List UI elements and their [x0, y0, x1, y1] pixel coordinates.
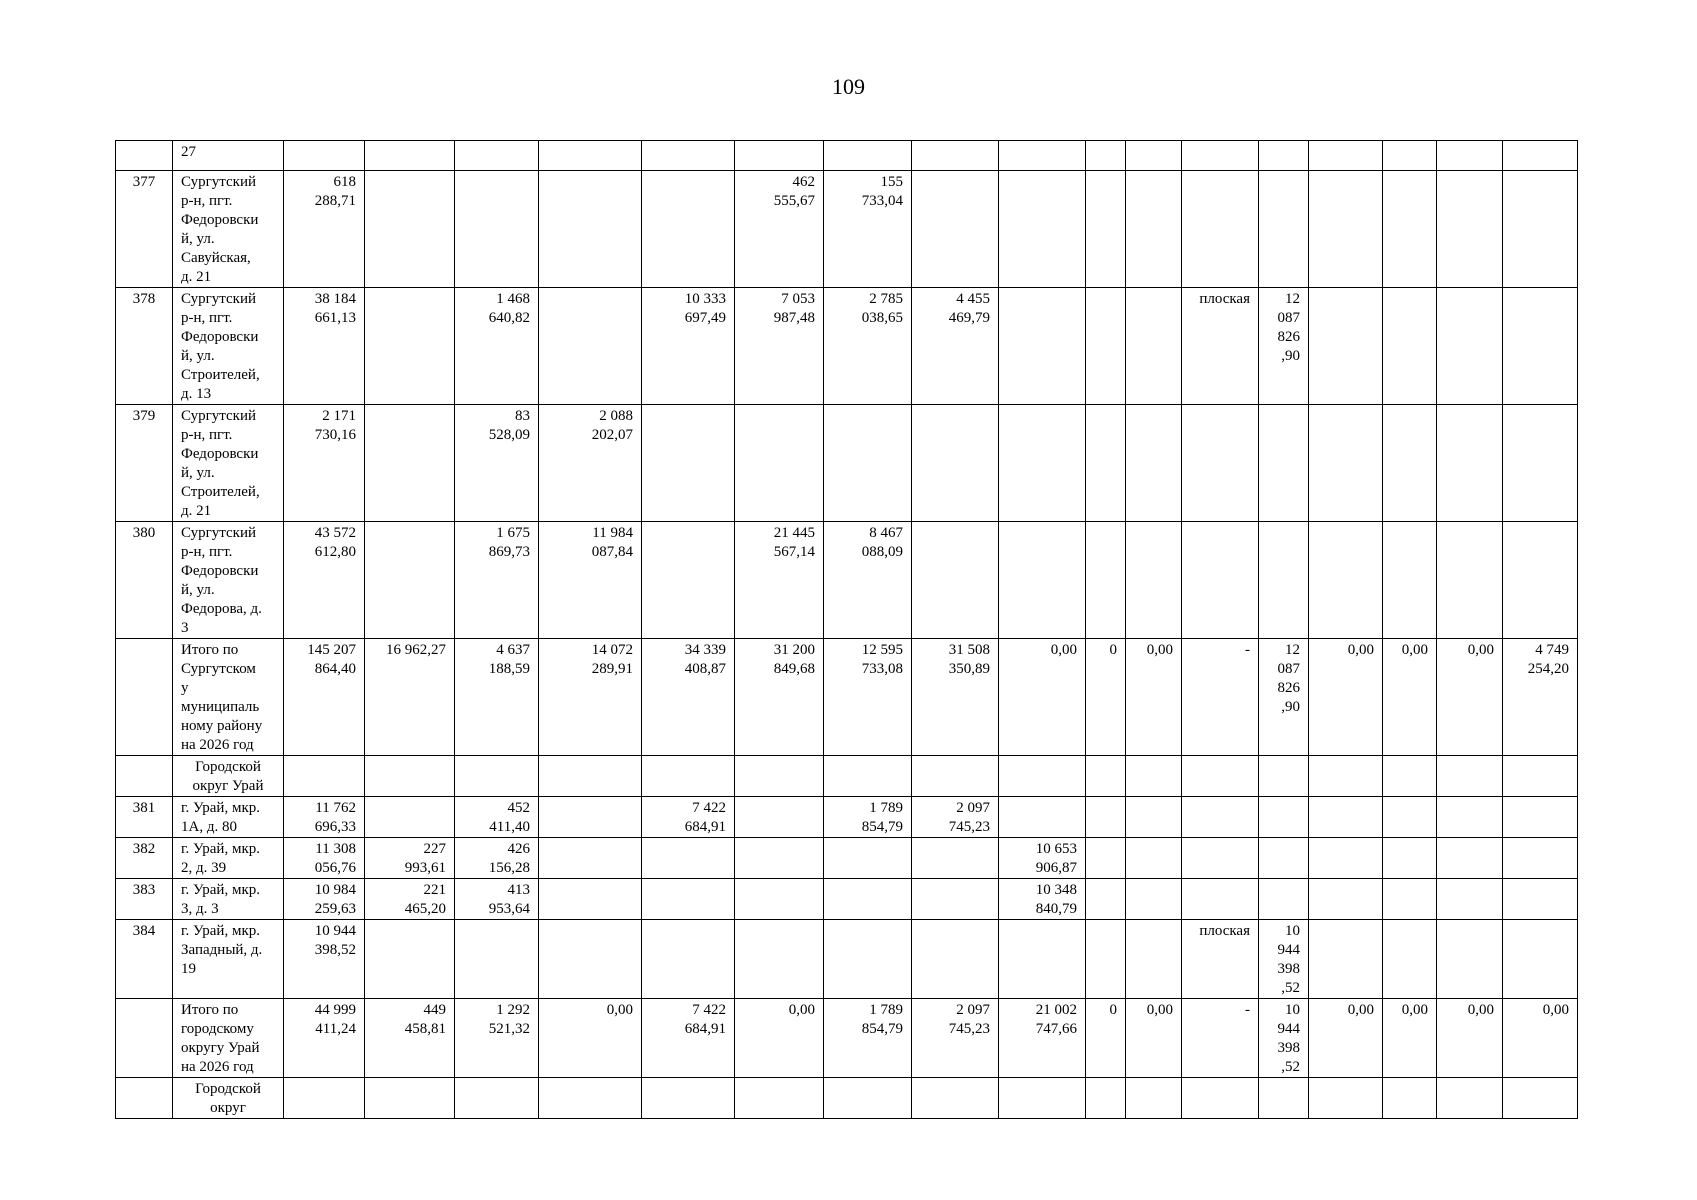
value-cell: [1383, 522, 1437, 639]
value-cell: [912, 171, 999, 288]
value-cell: 145 207 864,40: [284, 639, 365, 756]
value-cell: 8 467 088,09: [824, 522, 912, 639]
value-cell: [1086, 879, 1126, 920]
value-cell: [539, 288, 642, 405]
value-cell: [1437, 522, 1503, 639]
value-cell: [999, 756, 1086, 797]
value-cell: [539, 1078, 642, 1119]
value-cell: [1086, 141, 1126, 171]
row-number-cell: 377: [116, 171, 173, 288]
address-cell: г. Урай, мкр. Западный, д. 19: [173, 920, 284, 999]
value-cell: 34 339 408,87: [642, 639, 735, 756]
value-cell: [1126, 171, 1182, 288]
value-cell: [824, 405, 912, 522]
value-cell: [642, 522, 735, 639]
value-cell: 0,00: [1383, 639, 1437, 756]
value-cell: [912, 522, 999, 639]
row-number-cell: [116, 756, 173, 797]
value-cell: 155 733,04: [824, 171, 912, 288]
value-cell: [1437, 1078, 1503, 1119]
address-cell: Сургутский р-н, пгт. Федоровски й, ул. Савуйская, д. 21: [173, 171, 284, 288]
value-cell: [1182, 879, 1259, 920]
value-cell: [1437, 879, 1503, 920]
value-cell: [1309, 522, 1383, 639]
value-cell: [912, 879, 999, 920]
value-cell: [455, 756, 539, 797]
value-cell: [824, 141, 912, 171]
address-cell: Городской округ Урай: [173, 756, 284, 797]
value-cell: [999, 920, 1086, 999]
value-cell: 12 087 826 ,90: [1259, 639, 1309, 756]
value-cell: [912, 838, 999, 879]
value-cell: [1126, 797, 1182, 838]
address-cell: Итого по Сургутском у муниципаль ному району на 2026 год: [173, 639, 284, 756]
value-cell: [539, 879, 642, 920]
value-cell: 413 953,64: [455, 879, 539, 920]
value-cell: [1259, 171, 1309, 288]
value-cell: 0,00: [1309, 639, 1383, 756]
value-cell: [455, 1078, 539, 1119]
value-cell: 11 984 087,84: [539, 522, 642, 639]
value-cell: [824, 879, 912, 920]
row-number-cell: 384: [116, 920, 173, 999]
value-cell: [1182, 405, 1259, 522]
value-cell: [999, 288, 1086, 405]
value-cell: [365, 171, 455, 288]
value-cell: [1503, 141, 1578, 171]
value-cell: 21 445 567,14: [735, 522, 824, 639]
row-number-cell: 383: [116, 879, 173, 920]
table-row: [116, 797, 1578, 838]
value-cell: [1503, 522, 1578, 639]
value-cell: 4 637 188,59: [455, 639, 539, 756]
value-cell: [1126, 141, 1182, 171]
value-cell: [1309, 141, 1383, 171]
value-cell: 227 993,61: [365, 838, 455, 879]
table-row: [116, 879, 1578, 920]
value-cell: 426 156,28: [455, 838, 539, 879]
value-cell: [912, 920, 999, 999]
value-cell: 0,00: [539, 999, 642, 1078]
value-cell: [1086, 797, 1126, 838]
value-cell: 0,00: [1309, 999, 1383, 1078]
value-cell: [1126, 405, 1182, 522]
value-cell: [1503, 838, 1578, 879]
address-cell: г. Урай, мкр. 3, д. 3: [173, 879, 284, 920]
value-cell: 0,00: [999, 639, 1086, 756]
address-cell: Сургутский р-н, пгт. Федоровски й, ул. Строителей, д. 13: [173, 288, 284, 405]
value-cell: [1309, 879, 1383, 920]
value-cell: [455, 141, 539, 171]
value-cell: [539, 920, 642, 999]
value-cell: [1383, 141, 1437, 171]
value-cell: [1126, 879, 1182, 920]
value-cell: [642, 1078, 735, 1119]
value-cell: [642, 141, 735, 171]
table-row: [116, 920, 1578, 999]
value-cell: -: [1182, 999, 1259, 1078]
value-cell: [365, 1078, 455, 1119]
value-cell: [284, 756, 365, 797]
table-row: [116, 999, 1578, 1078]
value-cell: 7 422 684,91: [642, 999, 735, 1078]
value-cell: 0: [1086, 999, 1126, 1078]
value-cell: [735, 920, 824, 999]
value-cell: 0,00: [1126, 639, 1182, 756]
value-cell: [1503, 797, 1578, 838]
value-cell: 14 072 289,91: [539, 639, 642, 756]
value-cell: 449 458,81: [365, 999, 455, 1078]
value-cell: [1182, 141, 1259, 171]
value-cell: 43 572 612,80: [284, 522, 365, 639]
table-row: [116, 522, 1578, 639]
value-cell: [1503, 288, 1578, 405]
value-cell: [1437, 405, 1503, 522]
value-cell: [1126, 522, 1182, 639]
value-cell: [999, 1078, 1086, 1119]
value-cell: [1437, 141, 1503, 171]
value-cell: 618 288,71: [284, 171, 365, 288]
address-cell: Итого по городскому округу Урай на 2026 год: [173, 999, 284, 1078]
address-cell: Сургутский р-н, пгт. Федоровски й, ул. Строителей, д. 21: [173, 405, 284, 522]
value-cell: [1383, 405, 1437, 522]
value-cell: 10 944 398,52: [284, 920, 365, 999]
value-cell: [1259, 756, 1309, 797]
value-cell: [1126, 288, 1182, 405]
value-cell: [999, 522, 1086, 639]
value-cell: [642, 920, 735, 999]
value-cell: [1309, 1078, 1383, 1119]
value-cell: [1437, 838, 1503, 879]
value-cell: плоская: [1182, 288, 1259, 405]
value-cell: 83 528,09: [455, 405, 539, 522]
value-cell: 11 762 696,33: [284, 797, 365, 838]
value-cell: [365, 522, 455, 639]
value-cell: [912, 756, 999, 797]
value-cell: [999, 797, 1086, 838]
value-cell: 10 984 259,63: [284, 879, 365, 920]
row-number-cell: [116, 639, 173, 756]
value-cell: [284, 141, 365, 171]
value-cell: [1437, 797, 1503, 838]
value-cell: [735, 405, 824, 522]
value-cell: плоская: [1182, 920, 1259, 999]
value-cell: [1259, 797, 1309, 838]
value-cell: [735, 797, 824, 838]
value-cell: [1383, 171, 1437, 288]
value-cell: [1126, 756, 1182, 797]
value-cell: [1383, 756, 1437, 797]
value-cell: 16 962,27: [365, 639, 455, 756]
value-cell: [1259, 838, 1309, 879]
row-number-cell: [116, 999, 173, 1078]
value-cell: [642, 756, 735, 797]
value-cell: [1503, 879, 1578, 920]
value-cell: [1309, 288, 1383, 405]
value-cell: [1309, 838, 1383, 879]
address-cell: Сургутский р-н, пгт. Федоровски й, ул. Федорова, д. 3: [173, 522, 284, 639]
value-cell: [824, 920, 912, 999]
value-cell: [1086, 838, 1126, 879]
value-cell: [1383, 838, 1437, 879]
value-cell: 10 348 840,79: [999, 879, 1086, 920]
value-cell: [735, 1078, 824, 1119]
value-cell: [1182, 797, 1259, 838]
value-cell: [1126, 1078, 1182, 1119]
value-cell: [1259, 1078, 1309, 1119]
value-cell: [824, 1078, 912, 1119]
value-cell: [1126, 838, 1182, 879]
address-cell: Городской округ: [173, 1078, 284, 1119]
value-cell: [642, 879, 735, 920]
value-cell: [1309, 920, 1383, 999]
value-cell: [642, 405, 735, 522]
value-cell: [539, 756, 642, 797]
value-cell: [1503, 171, 1578, 288]
value-cell: 38 184 661,13: [284, 288, 365, 405]
value-cell: [365, 141, 455, 171]
value-cell: 11 308 056,76: [284, 838, 365, 879]
row-number-cell: 379: [116, 405, 173, 522]
value-cell: 4 749 254,20: [1503, 639, 1578, 756]
row-number-cell: [116, 1078, 173, 1119]
value-cell: [1383, 1078, 1437, 1119]
value-cell: 0,00: [735, 999, 824, 1078]
value-cell: [365, 288, 455, 405]
value-cell: 4 455 469,79: [912, 288, 999, 405]
value-cell: [455, 920, 539, 999]
value-cell: 1 789 854,79: [824, 797, 912, 838]
value-cell: 10 944 398 ,52: [1259, 920, 1309, 999]
value-cell: [1503, 920, 1578, 999]
value-cell: [1503, 405, 1578, 522]
value-cell: -: [1182, 639, 1259, 756]
value-cell: [539, 141, 642, 171]
value-cell: 31 508 350,89: [912, 639, 999, 756]
value-cell: 452 411,40: [455, 797, 539, 838]
value-cell: 1 789 854,79: [824, 999, 912, 1078]
value-cell: [1182, 756, 1259, 797]
row-number-cell: 382: [116, 838, 173, 879]
row-number-cell: 378: [116, 288, 173, 405]
value-cell: [1309, 756, 1383, 797]
value-cell: 462 555,67: [735, 171, 824, 288]
value-cell: [1182, 838, 1259, 879]
value-cell: 0,00: [1383, 999, 1437, 1078]
value-cell: [824, 838, 912, 879]
value-cell: [912, 141, 999, 171]
value-cell: [1086, 1078, 1126, 1119]
value-cell: [999, 405, 1086, 522]
value-cell: [539, 797, 642, 838]
value-cell: [1259, 405, 1309, 522]
value-cell: [365, 405, 455, 522]
value-cell: 2 088 202,07: [539, 405, 642, 522]
address-cell: г. Урай, мкр. 2, д. 39: [173, 838, 284, 879]
value-cell: [1259, 522, 1309, 639]
table-row: [116, 1078, 1578, 1119]
value-cell: [1126, 920, 1182, 999]
value-cell: 1 675 869,73: [455, 522, 539, 639]
value-cell: [824, 756, 912, 797]
value-cell: 12 595 733,08: [824, 639, 912, 756]
value-cell: 10 653 906,87: [999, 838, 1086, 879]
value-cell: 0,00: [1126, 999, 1182, 1078]
value-cell: 0,00: [1437, 639, 1503, 756]
value-cell: 0,00: [1503, 999, 1578, 1078]
address-cell: 27: [173, 141, 284, 171]
data-table: [115, 140, 1578, 1119]
table-row: [116, 288, 1578, 405]
table-row: [116, 405, 1578, 522]
value-cell: [1437, 288, 1503, 405]
value-cell: 1 468 640,82: [455, 288, 539, 405]
value-cell: [1383, 288, 1437, 405]
value-cell: 2 171 730,16: [284, 405, 365, 522]
row-number-cell: [116, 141, 173, 171]
value-cell: [735, 141, 824, 171]
value-cell: [1437, 171, 1503, 288]
value-cell: [1383, 920, 1437, 999]
table-row: [116, 171, 1578, 288]
value-cell: 7 422 684,91: [642, 797, 735, 838]
value-cell: 21 002 747,66: [999, 999, 1086, 1078]
value-cell: [1182, 1078, 1259, 1119]
value-cell: [1259, 879, 1309, 920]
value-cell: 10 944 398 ,52: [1259, 999, 1309, 1078]
value-cell: [1086, 522, 1126, 639]
value-cell: [999, 171, 1086, 288]
value-cell: [1503, 756, 1578, 797]
value-cell: [1437, 756, 1503, 797]
value-cell: [1437, 920, 1503, 999]
value-cell: 0: [1086, 639, 1126, 756]
value-cell: [642, 171, 735, 288]
value-cell: [735, 838, 824, 879]
value-cell: [912, 1078, 999, 1119]
address-cell: г. Урай, мкр. 1А, д. 80: [173, 797, 284, 838]
value-cell: [284, 1078, 365, 1119]
row-number-cell: 380: [116, 522, 173, 639]
page-number: 109: [832, 74, 865, 99]
value-cell: [365, 797, 455, 838]
value-cell: [1383, 797, 1437, 838]
value-cell: 1 292 521,32: [455, 999, 539, 1078]
value-cell: [912, 405, 999, 522]
value-cell: [999, 141, 1086, 171]
value-cell: 12 087 826 ,90: [1259, 288, 1309, 405]
value-cell: [1309, 797, 1383, 838]
value-cell: [455, 171, 539, 288]
value-cell: [1259, 141, 1309, 171]
value-cell: 44 999 411,24: [284, 999, 365, 1078]
table-row: [116, 756, 1578, 797]
value-cell: [1309, 405, 1383, 522]
value-cell: [1383, 879, 1437, 920]
value-cell: 10 333 697,49: [642, 288, 735, 405]
value-cell: [539, 838, 642, 879]
value-cell: [1086, 171, 1126, 288]
value-cell: 2 097 745,23: [912, 797, 999, 838]
table-row: [116, 141, 1578, 171]
table-row: [116, 639, 1578, 756]
value-cell: [1182, 522, 1259, 639]
value-cell: 2 785 038,65: [824, 288, 912, 405]
value-cell: [642, 838, 735, 879]
value-cell: [1086, 920, 1126, 999]
value-cell: [735, 879, 824, 920]
value-cell: [1086, 405, 1126, 522]
value-cell: [1503, 1078, 1578, 1119]
value-cell: [365, 756, 455, 797]
value-cell: 0,00: [1437, 999, 1503, 1078]
row-number-cell: 381: [116, 797, 173, 838]
value-cell: [365, 920, 455, 999]
value-cell: 7 053 987,48: [735, 288, 824, 405]
value-cell: [1182, 171, 1259, 288]
value-cell: [539, 171, 642, 288]
value-cell: [1086, 288, 1126, 405]
value-cell: 31 200 849,68: [735, 639, 824, 756]
value-cell: [735, 756, 824, 797]
value-cell: [1086, 756, 1126, 797]
value-cell: [1309, 171, 1383, 288]
value-cell: 221 465,20: [365, 879, 455, 920]
value-cell: 2 097 745,23: [912, 999, 999, 1078]
table-row: [116, 838, 1578, 879]
